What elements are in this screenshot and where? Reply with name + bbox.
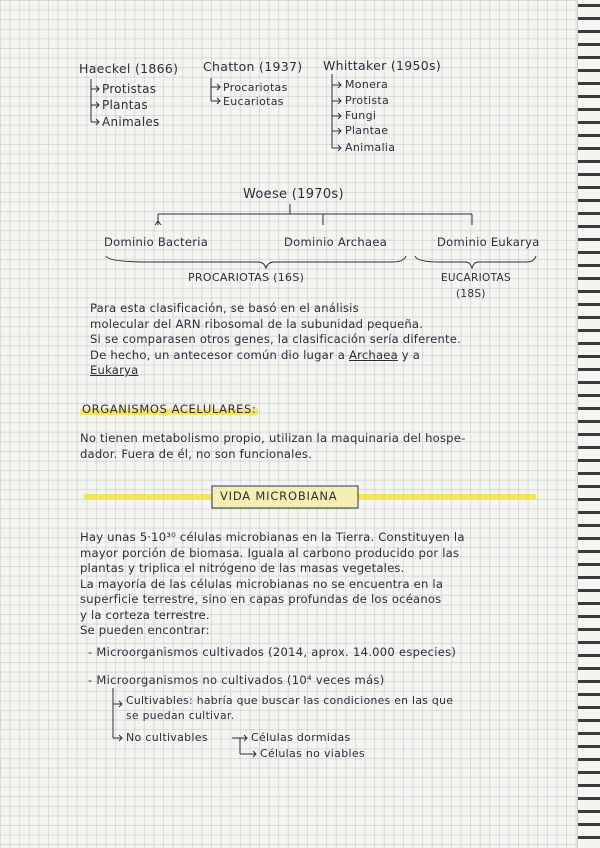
haeckel-title: Haeckel (1866)	[79, 61, 179, 76]
paragraph-line: Para esta clasificación, se basó en el análisis	[90, 301, 359, 315]
haeckel-item: Animales	[102, 115, 160, 129]
acelulares-paragraph	[80, 431, 465, 462]
whittaker-item: Monera	[345, 78, 389, 91]
paragraph-line: superficie terrestre, sino en capas profundas de los océanos	[80, 592, 442, 606]
archaea-word: Archaea	[349, 347, 398, 362]
whittaker-title: Whittaker (1950s)	[323, 58, 441, 73]
paragraph-line: Si se comparasen otros genes, la clasificación sería diferente.	[90, 332, 461, 346]
paragraph-line: dador. Fuera de él, no son funcionales.	[80, 446, 313, 461]
whittaker-item: Fungi	[345, 109, 377, 122]
whittaker-item: Animalia	[345, 141, 396, 154]
sub-item: Células no viables	[260, 747, 365, 760]
domain-archaea: Dominio Archaea	[284, 235, 388, 249]
paragraph-line	[90, 363, 461, 379]
connector-text: y a	[397, 347, 421, 362]
paragraph-line: No tienen metabolismo propio, utilizan la maquinaria del hospe-	[80, 431, 466, 445]
acelulares-heading: ORGANISMOS ACELULARES:	[82, 402, 257, 416]
woese-title: Woese (1970s)	[243, 187, 344, 202]
eukaryotes-note: (18S)	[456, 288, 486, 300]
sub-item: Células dormidas	[251, 731, 351, 744]
haeckel-item: Protistas	[102, 82, 157, 96]
paragraph-line: y la corteza terrestre.	[80, 607, 210, 622]
microbiana-paragraph	[80, 530, 465, 639]
whittaker-item: Protista	[345, 94, 390, 107]
prokaryotes-label: PROCARIOTAS (16S)	[188, 271, 305, 284]
domain-eukarya: Dominio Eukarya	[437, 235, 540, 249]
cultivados-item: - Microorganismos cultivados (2014, aprox. 14.000 especies)	[88, 645, 457, 659]
paragraph-line	[90, 348, 461, 364]
paragraph-line: plantas y triplica el nitrógeno de las masas vegetales.	[80, 561, 405, 575]
paragraph-line: Hay unas 5·10³⁰ células microbianas en la Tierra. Constituyen la	[80, 530, 465, 544]
whittaker-item: Plantae	[345, 124, 389, 137]
paragraph-line: La mayoría de las células microbianas no se encuentra en la	[80, 576, 444, 591]
eukarya-word: Eukarya	[90, 363, 139, 377]
no-cultivables-label: No cultivables	[126, 731, 208, 744]
chatton-item: Procariotas	[223, 81, 288, 94]
eukaryotes-label: EUCARIOTAS	[441, 272, 511, 284]
woese-paragraph	[90, 301, 461, 379]
paragraph-text: De hecho, un antecesor común dio lugar a	[90, 347, 349, 362]
paragraph-line: mayor porción de biomasa. Iguala al carbono producido por las	[80, 545, 460, 560]
microbiana-heading: VIDA MICROBIANA	[220, 489, 338, 503]
haeckel-item: Plantas	[102, 98, 148, 112]
cultivables-line: Cultivables: habría que buscar las condiciones en las que	[126, 694, 454, 707]
domain-bacteria: Dominio Bacteria	[104, 235, 209, 249]
chatton-title: Chatton (1937)	[203, 59, 303, 74]
no-cultivados-item: - Microorganismos no cultivados (10⁴ veces más)	[88, 673, 385, 687]
paragraph-line: Se pueden encontrar:	[80, 623, 210, 637]
paragraph-line: molecular del ARN ribosomal de la subunidad pequeña.	[90, 316, 424, 331]
cultivables-line: se puedan cultivar.	[126, 709, 235, 722]
chatton-item: Eucariotas	[223, 95, 284, 108]
